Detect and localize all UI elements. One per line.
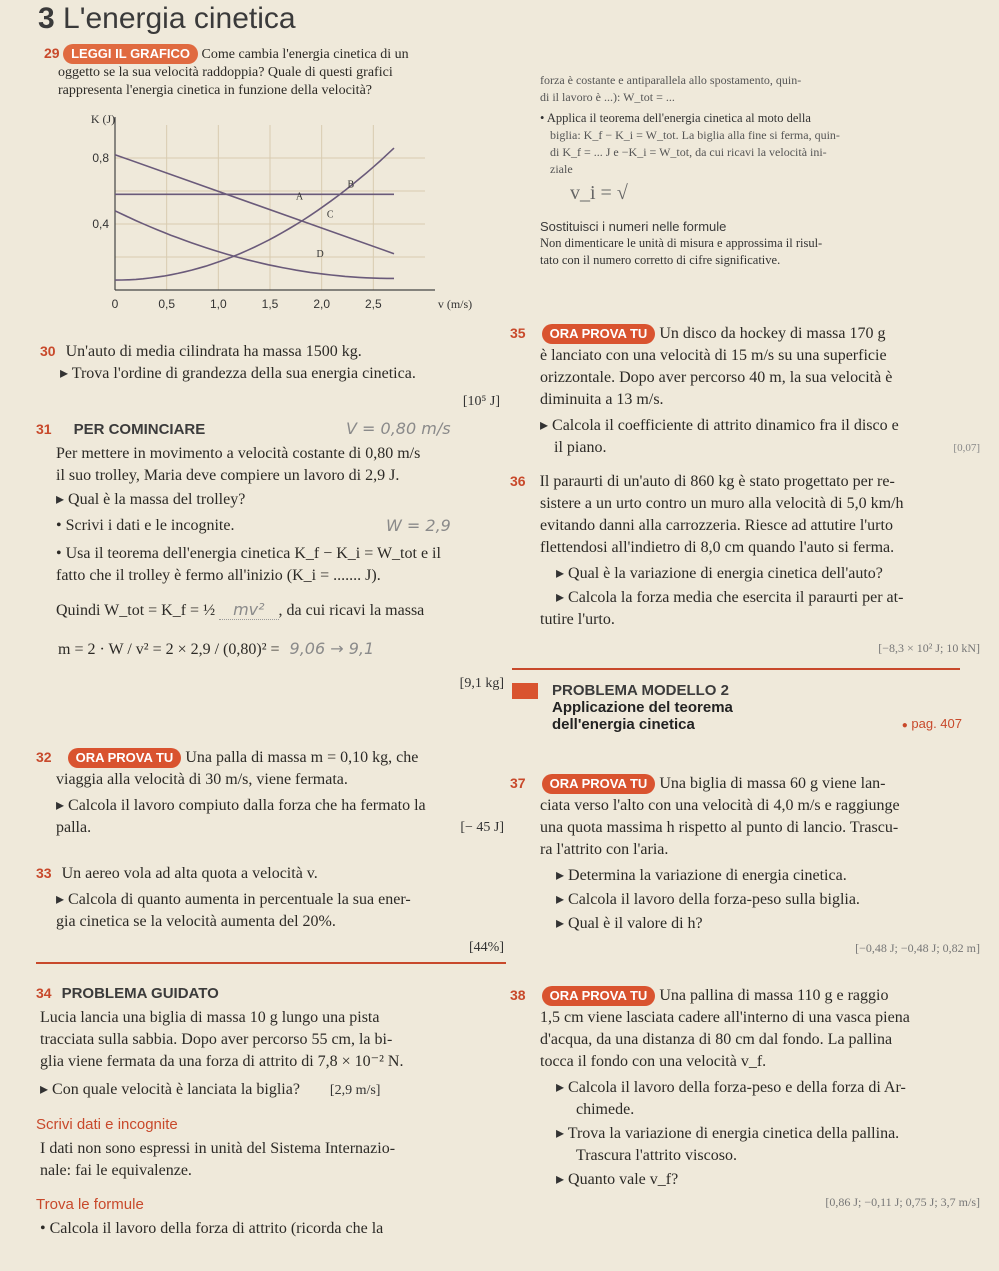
divider (512, 668, 960, 670)
exercise-question: Calcola la forza media che esercita il paraurti per at- (568, 589, 904, 606)
exercise-text: diminuita a 13 m/s. (540, 391, 664, 408)
exercise-number: 34 (36, 985, 52, 1001)
exercise-34-continuation (540, 72, 985, 269)
section-title: Scrivi dati e incognite (36, 1116, 178, 1133)
exercise-answer: [−8,3 × 10² J; 10 kN] (878, 641, 980, 655)
exercise-number: 33 (36, 865, 52, 881)
exercise-question: Determina la variazione di energia cinetica. (568, 867, 847, 884)
exercise-text: oggetto se la sua velocità raddoppia? Quale di questi grafici (58, 65, 393, 80)
exercise-text: Un'auto di media cilindrata ha massa 1500 kg. (65, 343, 362, 360)
exercise-question: Qual è la massa del trolley? (68, 491, 246, 508)
series-label-D: D (316, 249, 324, 260)
exercise-question: tutire l'urto. (540, 611, 615, 628)
exercise-step: , da cui ricavi la massa (278, 602, 425, 619)
text-line: di K_f = ... J e −K_i = W_tot, da cui ricavi la velocità ini- (550, 145, 827, 159)
exercise-34 (36, 982, 504, 1240)
exercise-text: I dati non sono espressi in unità del Sistema Internazio- (40, 1140, 396, 1157)
exercise-number: 35 (510, 325, 526, 341)
exercise-text: nale: fai le equivalenze. (40, 1162, 192, 1179)
exercise-text: Calcola il lavoro della forza di attrito (ricorda che la (49, 1220, 384, 1237)
exercise-badge: LEGGI IL GRAFICO (63, 44, 198, 64)
exercise-text: tracciata sulla sabbia. Dopo aver percorso 55 cm, la bi- (40, 1031, 393, 1048)
exercise-question: Calcola il lavoro della forza-peso sulla biglia. (568, 891, 860, 908)
exercise-number: 37 (510, 775, 526, 791)
exercise-text: rappresenta l'energia cinetica in funzione della velocità? (58, 83, 372, 98)
exercise-question: Quanto vale v_f? (568, 1171, 679, 1188)
text-line: biglia: K_f − K_i = W_tot. La biglia alla fine si ferma, quin- (550, 128, 840, 142)
x-tick-label: 0,5 (158, 297, 176, 311)
exercise-text: flettendosi all'indietro di 8,0 cm quando l'auto si ferma. (540, 539, 895, 556)
exercise-text: Una biglia di massa 60 g viene lan- (659, 775, 886, 792)
text-line: Applica il teorema dell'energia cinetica al moto della (546, 111, 811, 125)
exercise-number: 36 (510, 473, 526, 489)
exercise-step: fatto che il trolley è fermo all'inizio (K_i = ....... J). (56, 567, 381, 584)
chapter-title: L'energia cinetica (63, 2, 296, 35)
velocity-formula: v_i = √ (570, 182, 628, 204)
exercise-question: Qual è il valore di h? (568, 915, 703, 932)
exercise-35 (510, 322, 980, 459)
exercise-text: Una pallina di massa 110 g e raggio (659, 987, 889, 1004)
exercise-number: 38 (510, 987, 526, 1003)
exercise-question: Calcola di quanto aumenta in percentuale la sua ener- (68, 891, 411, 908)
exercise-answer: [9,1 kg] (459, 676, 504, 691)
exercise-step: Quindi W_tot = K_f = ½ (56, 602, 216, 619)
exercise-question: gia cinetica se la velocità aumenta del 20%. (56, 913, 336, 930)
exercise-text: viaggia alla velocità di 30 m/s, viene fermata. (56, 771, 348, 788)
exercise-30 (40, 340, 500, 413)
exercise-text: è lanciato con una velocità di 15 m/s su una superficie (540, 347, 887, 364)
exercise-question: Trova l'ordine di grandezza della sua energia cinetica. (71, 365, 416, 382)
exercise-text: d'acqua, da una distanza di 80 cm dal fondo. La pallina (540, 1031, 893, 1048)
handwritten-note: mv² (219, 600, 278, 620)
exercise-text: ra l'attrito con l'aria. (540, 841, 669, 858)
exercise-text: Una palla di massa m = 0,10 kg, che (185, 749, 419, 766)
handwritten-note: W = 2,9 (386, 516, 451, 535)
exercise-text: Il paraurti di un'auto di 860 kg è stato progettato per re- (539, 473, 895, 490)
exercise-text: Lucia lancia una biglia di massa 10 g lungo una pista (40, 1009, 380, 1026)
model-problem-box (512, 682, 962, 733)
exercise-answer: [− 45 J] (460, 820, 504, 835)
exercise-text: Un disco da hockey di massa 170 g (659, 325, 886, 342)
page-reference: pag. 407 (911, 716, 962, 731)
exercise-33 (36, 862, 504, 959)
series-label-B: B (347, 179, 355, 191)
exercise-question: Calcola il coefficiente di attrito dinamico fra il disco e (552, 417, 899, 434)
x-tick-label: 0 (111, 297, 119, 311)
section-title: Sostituisci i numeri nelle formule (540, 219, 727, 234)
exercise-answer: [0,86 J; −0,11 J; 0,75 J; 3,7 m/s] (825, 1195, 980, 1209)
model-label: PROBLEMA MODELLO 2 (552, 682, 729, 699)
y-tick-label: 0,4 (92, 217, 109, 231)
exercise-badge: ORA PROVA TU (68, 748, 182, 768)
exercise-number: 31 (36, 421, 52, 437)
series-line-C (115, 155, 394, 254)
exercise-text: Un aereo vola ad alta quota a velocità v. (61, 865, 318, 882)
exercise-answer: [−0,48 J; −0,48 J; 0,82 m] (855, 941, 980, 955)
text-line: forza è costante e antiparallela allo spostamento, quin- (540, 73, 802, 87)
exercise-text: Come cambia l'energia cinetica di un (201, 47, 409, 62)
exercise-question: Trascura l'attrito viscoso. (576, 1147, 737, 1164)
x-tick-label: 2,0 (313, 297, 331, 311)
exercise-29 (44, 44, 494, 100)
exercise-answer: [44%] (469, 940, 504, 955)
handwritten-note: V = 0,80 m/s (346, 419, 451, 438)
series-line-A (115, 148, 394, 280)
exercise-badge: ORA PROVA TU (542, 986, 656, 1006)
model-title: Applicazione del teorema (552, 699, 733, 716)
exercise-text: evitando danni alla carrozzeria. Riesce ad attutire l'urto (540, 517, 893, 534)
y-axis-label: K (J) (90, 112, 116, 126)
page-header (38, 2, 296, 36)
x-tick-label: 2,5 (364, 297, 382, 311)
exercise-question: Calcola il lavoro della forza-peso e della forza di Ar- (568, 1079, 906, 1096)
exercise-31 (36, 418, 504, 695)
exercise-text: 1,5 cm viene lasciata cadere all'interno di una vasca piena (540, 1009, 910, 1026)
exercise-37 (510, 772, 980, 959)
exercise-question: Qual è la variazione di energia cinetica dell'auto? (568, 565, 883, 582)
exercise-number: 32 (36, 749, 52, 765)
exercise-36 (510, 470, 980, 659)
section-title: Trova le formule (36, 1196, 144, 1213)
exercise-question: il piano. (554, 439, 607, 456)
series-line-D (115, 211, 394, 279)
exercise-text: Per mettere in movimento a velocità costante di 0,80 m/s (56, 445, 421, 462)
x-tick-label: 1,5 (261, 297, 279, 311)
chapter-number: 3 (38, 2, 55, 35)
exercise-text: sistere a un urto contro un muro alla velocità di 5,0 km/h (540, 495, 904, 512)
exercise-38 (510, 984, 980, 1213)
exercise-answer: [2,9 m/s] (329, 1083, 381, 1098)
exercise-number: 29 (44, 45, 60, 61)
section-title: PROBLEMA GUIDATO (61, 985, 219, 1002)
exercise-number: 30 (40, 343, 56, 359)
exercise-question: palla. (56, 819, 92, 836)
exercise-32 (36, 746, 504, 839)
section-title: PER COMINCIARE (73, 421, 206, 438)
exercise-answer: [10⁵ J] (462, 394, 500, 409)
exercise-text: glia viene fermata da una forza di attrito di 7,8 × 10⁻² N. (40, 1053, 404, 1070)
text-line: Non dimenticare le unità di misura e approssima il risul- (540, 236, 823, 250)
kinetic-energy-chart (80, 110, 480, 325)
text-line: tato con il numero corretto di cifre significative. (540, 253, 781, 267)
series-label-A: A (295, 191, 304, 203)
exercise-step: Scrivi i dati e le incognite. (65, 517, 235, 534)
exercise-text: ciata verso l'alto con una velocità di 4,0 m/s e raggiunge (540, 797, 900, 814)
exercise-question: Trova la variazione di energia cinetica della pallina. (567, 1125, 900, 1142)
y-tick-label: 0,8 (92, 151, 109, 165)
handwritten-note: 9,06 → 9,1 (289, 639, 375, 658)
exercise-text: una quota massima h rispetto al punto di lancio. Trascu- (540, 819, 899, 836)
text-line: di il lavoro è ...): W_tot = ... (540, 90, 675, 104)
series-label-C: C (326, 209, 334, 221)
model-title: dell'energia cinetica (552, 716, 695, 733)
model-page-link[interactable]: ● pag. 407 (901, 716, 962, 731)
exercise-step: Usa il teorema dell'energia cinetica K_f − K_i = W_tot e il (65, 545, 441, 562)
x-tick-label: 1,0 (209, 297, 227, 311)
exercise-question: Calcola il lavoro compiuto dalla forza che ha fermato la (68, 797, 426, 814)
x-axis-label: v (m/s) (437, 297, 473, 311)
text-line: ziale (550, 162, 573, 176)
exercise-text: il suo trolley, Maria deve compiere un lavoro di 2,9 J. (56, 467, 400, 484)
exercise-badge: ORA PROVA TU (542, 324, 656, 344)
exercise-answer: [0,07] (953, 442, 980, 454)
exercise-text: tocca il fondo con una velocità v_f. (540, 1053, 767, 1070)
model-marker (512, 683, 538, 699)
exercise-badge: ORA PROVA TU (542, 774, 656, 794)
exercise-text: orizzontale. Dopo aver percorso 40 m, la sua velocità è (540, 369, 893, 386)
mass-formula: m = 2 · W / v² = 2 × 2,9 / (0,80)² = (58, 641, 280, 658)
exercise-question: chimede. (576, 1101, 635, 1118)
exercise-question: Con quale velocità è lanciata la biglia? (52, 1081, 300, 1098)
divider (36, 962, 506, 964)
